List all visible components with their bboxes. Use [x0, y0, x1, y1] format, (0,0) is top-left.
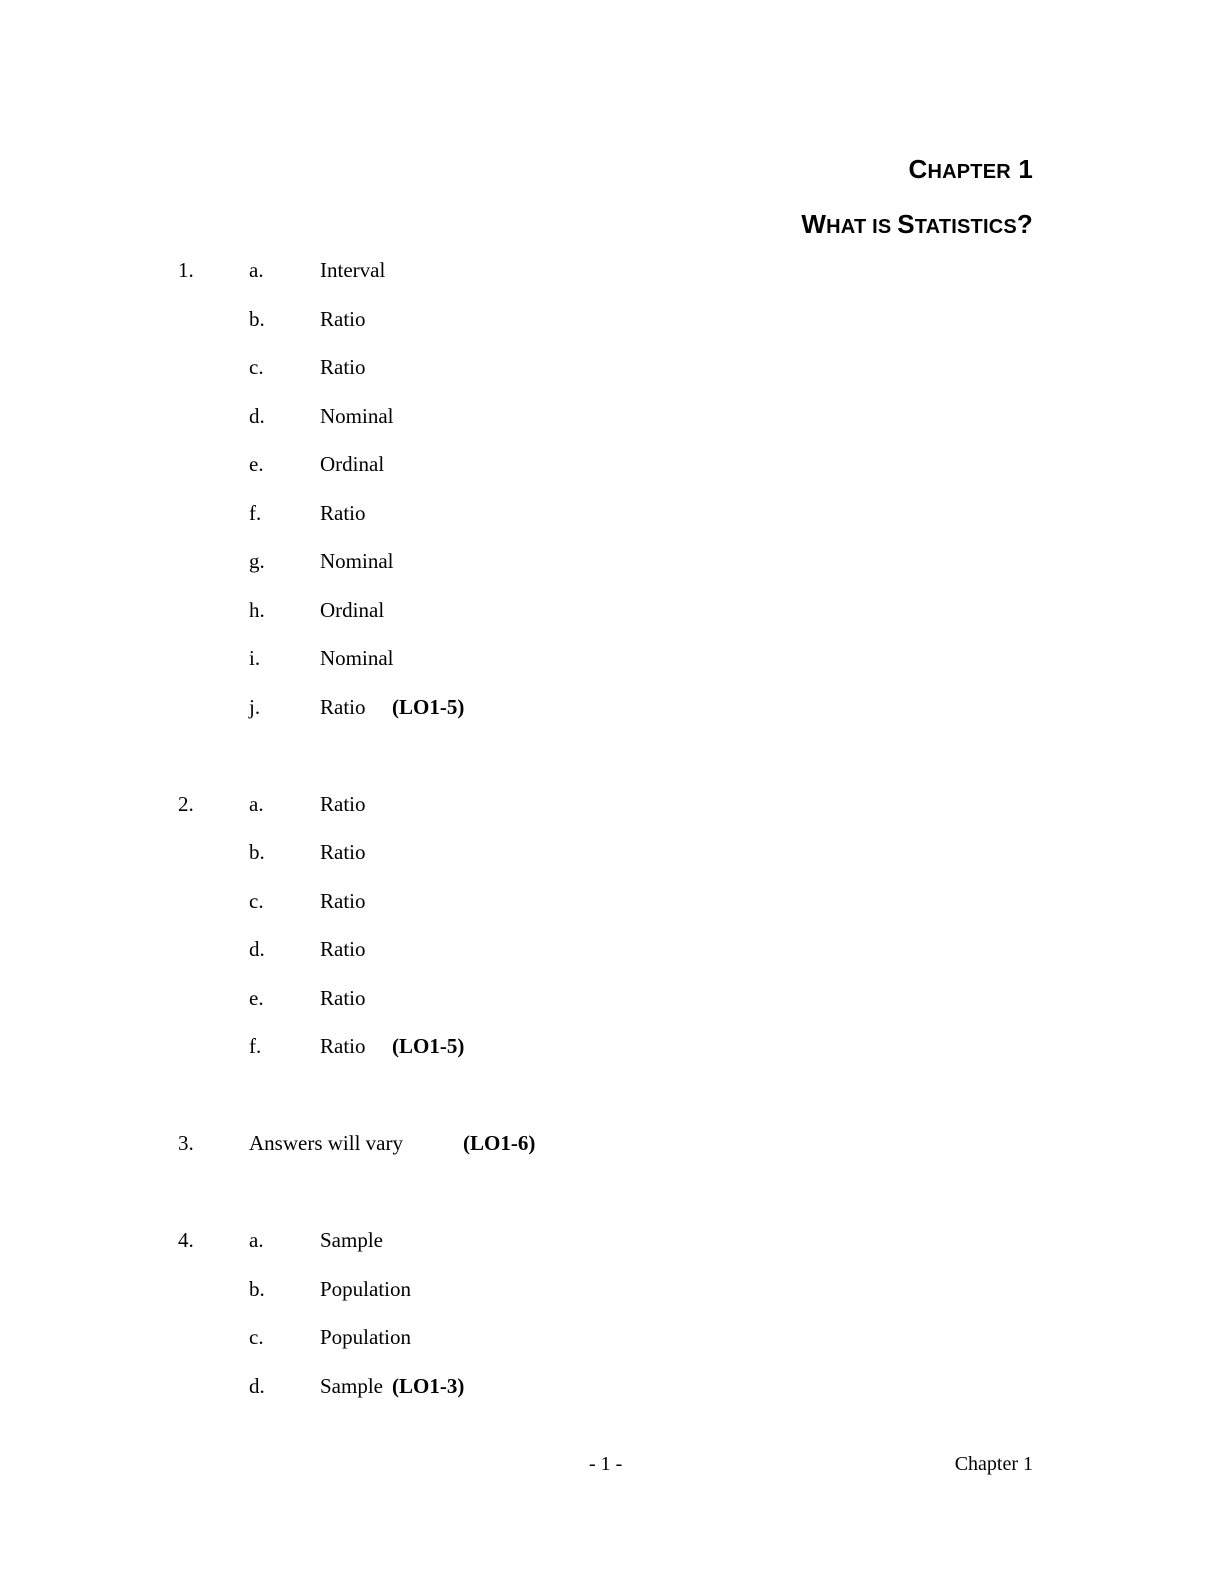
item-letter: d.: [249, 1374, 265, 1398]
item-letter: b.: [249, 307, 265, 331]
item-answer: Ratio: [320, 307, 366, 331]
item-answer: Sample: [320, 1374, 383, 1398]
question-number: 1.: [178, 258, 194, 282]
item-answer: Ratio: [320, 986, 366, 1010]
item-answer: Ratio: [320, 840, 366, 864]
page-number: - 1 -: [589, 1453, 623, 1475]
item-answer: Ordinal: [320, 598, 385, 622]
item-answer: Ratio: [320, 792, 366, 816]
chapter-title: CHAPTER 1: [908, 154, 1033, 184]
item-letter: d.: [249, 937, 265, 961]
learning-objective-tag: (LO1-3): [392, 1374, 465, 1398]
item-letter: h.: [249, 598, 265, 622]
item-answer: Population: [320, 1325, 412, 1349]
item-letter: f.: [249, 501, 262, 525]
item-answer: Sample: [320, 1228, 383, 1252]
item-letter: a.: [249, 1228, 264, 1252]
item-answer: Ratio: [320, 695, 366, 719]
item-letter: e.: [249, 452, 264, 476]
item-letter: b.: [249, 1277, 265, 1301]
item-answer: Nominal: [320, 549, 394, 573]
item-letter: b.: [249, 840, 265, 864]
item-answer: Ratio: [320, 355, 366, 379]
chapter-subtitle: WHAT IS STATISTICS?: [801, 209, 1033, 239]
item-letter: a.: [249, 258, 264, 282]
item-letter: g.: [249, 549, 265, 573]
item-answer: Ratio: [320, 501, 366, 525]
item-answer: Nominal: [320, 404, 394, 428]
item-answer: Population: [320, 1277, 412, 1301]
item-letter: c.: [249, 1325, 264, 1349]
item-letter: f.: [249, 1034, 262, 1058]
learning-objective-tag: (LO1-5): [392, 695, 465, 719]
question-number: 2.: [178, 792, 194, 816]
item-letter: c.: [249, 889, 264, 913]
item-answer: Answers will vary: [249, 1131, 403, 1155]
item-letter: j.: [249, 695, 261, 719]
item-answer: Ordinal: [320, 452, 385, 476]
question-number: 4.: [178, 1228, 194, 1252]
question-number: 3.: [178, 1131, 194, 1155]
item-answer: Ratio: [320, 1034, 366, 1058]
item-letter: c.: [249, 355, 264, 379]
item-answer: Ratio: [320, 889, 366, 913]
item-answer: Ratio: [320, 937, 366, 961]
item-answer: Interval: [320, 258, 386, 282]
item-letter: a.: [249, 792, 264, 816]
item-letter: e.: [249, 986, 264, 1010]
learning-objective-tag: (LO1-6): [463, 1131, 536, 1155]
item-letter: i.: [249, 646, 261, 670]
learning-objective-tag: (LO1-5): [392, 1034, 465, 1058]
item-answer: Nominal: [320, 646, 394, 670]
item-letter: d.: [249, 404, 265, 428]
footer-chapter-label: Chapter 1: [954, 1453, 1033, 1475]
